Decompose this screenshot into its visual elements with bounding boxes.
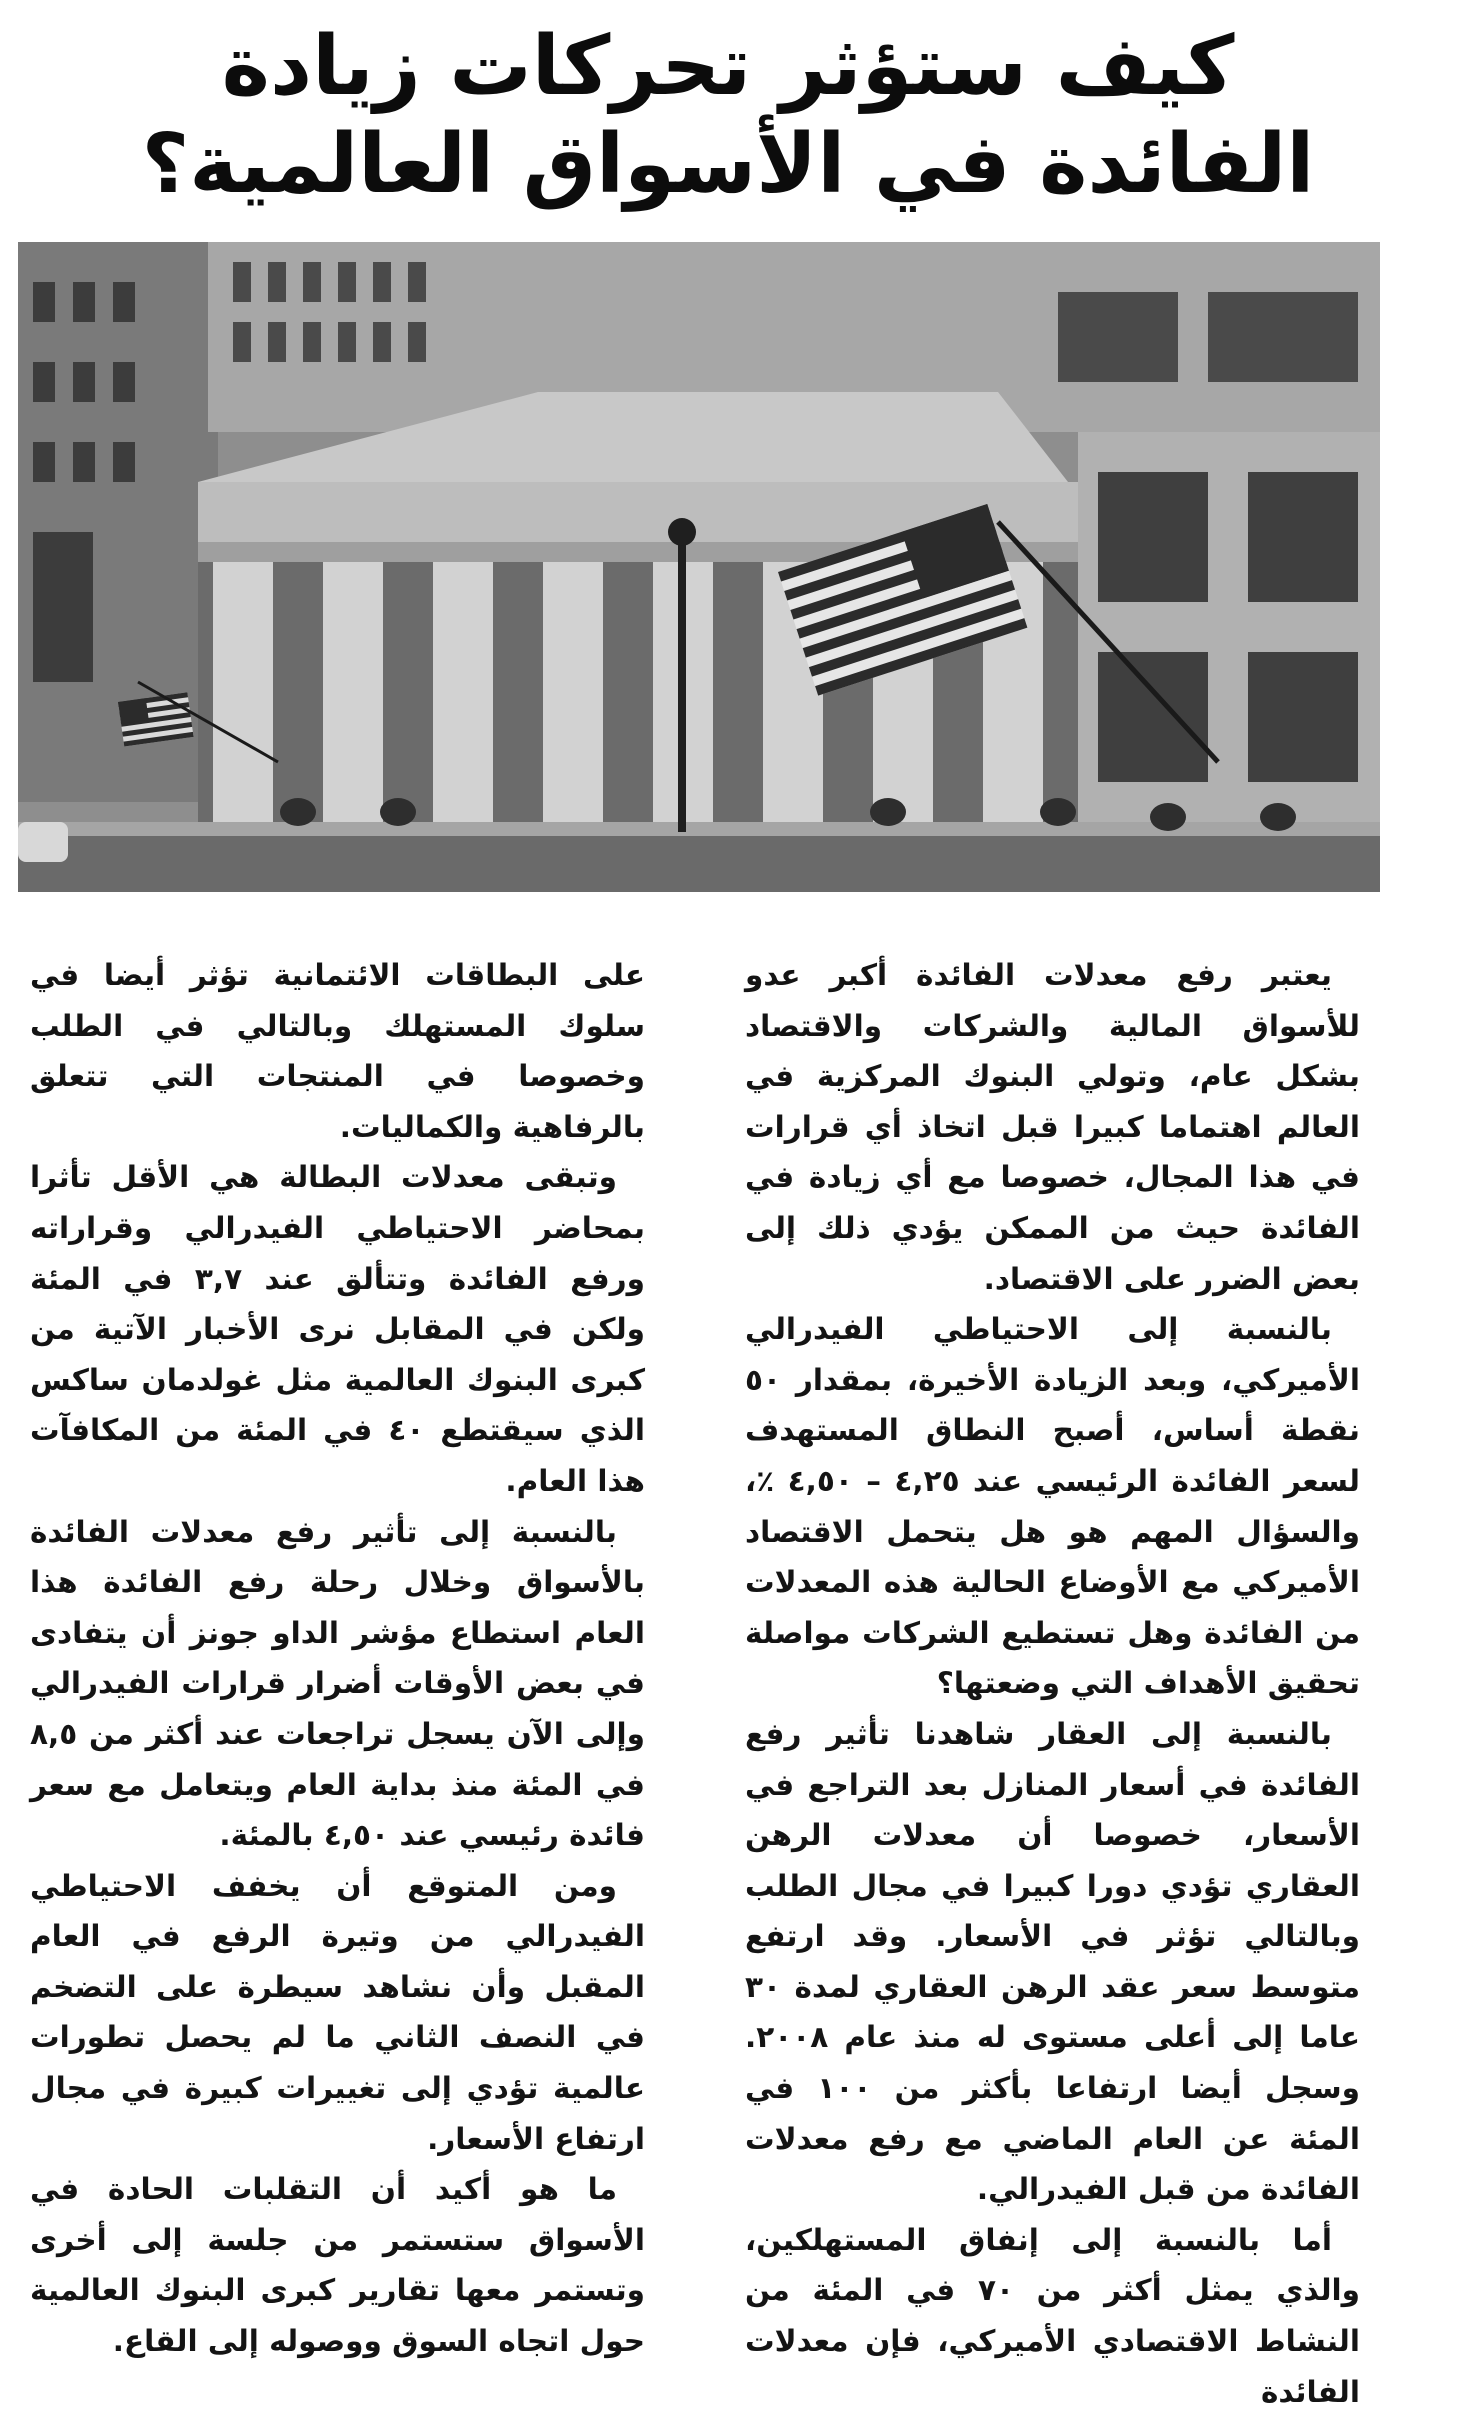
paragraph: بالنسبة إلى الاحتياطي الفيدرالي الأميركي، وبعد الزيادة الأخيرة، بمقدار ٥٠ نقطة أساس، أصبح النطاق المستهدف لسعر الفائدة الرئيسي عند ٤,٢٥ – ٤,٥٠ ٪، والسؤال المهم هو هل يتحمل الاقتصاد الأميركي مع الأوضاع الحالية هذه المعدلات من الفائدة وهل تستطيع الشركات مواصلة تحقيق الأهداف التي وضعتها؟ xyxy=(745,1312,1361,1701)
paragraph: وتبقى معدلات البطالة هي الأقل تأثرا بمحاضر الاحتياطي الفيدرالي وقراراته ورفع الفائدة وتتألق عند ٣,٧ في المئة ولكن في المقابل نرى الأخبار الآتية من كبرى البنوك العالمية مثل غولدمان ساكس الذي سيقتطع ٤٠ في المئة من المكافآت هذا العام. xyxy=(30,1160,645,1498)
paragraph: بالنسبة إلى تأثير رفع معدلات الفائدة بالأسواق وخلال رحلة رفع الفائدة هذا العام استطاع مؤشر الداو جونز أن يتفادى في بعض الأوقات أضرار قرارات الفيدرالي وإلى الآن يسجل تراجعات عند أكثر من ٨,٥ في المئة منذ بداية العام ويتعامل مع سعر فائدة رئيسي عند ٤,٥٠ بالمئة. xyxy=(30,1514,645,1853)
paragraph: أما بالنسبة إلى إنفاق المستهلكين، والذي يمثل أكثر من ٧٠ في المئة من النشاط الاقتصادي الأميركي، فإن معدلات الفائدة xyxy=(745,2222,1360,2409)
article-column-left xyxy=(30,950,645,2367)
paragraph: ما هو أكيد أن التقلبات الحادة في الأسواق ستستمر من جلسة إلى أخرى وتستمر معها تقارير كبرى البنوك العالمية حول اتجاه السوق ووصوله إلى القاع. xyxy=(30,2172,645,2359)
paragraph: ومن المتوقع أن يخفف الاحتياطي الفيدرالي من وتيرة الرفع في العام المقبل وأن نشاهد سيطرة على التضخم في النصف الثاني ما لم يحصل تطورات عالمية تؤدي إلى تغييرات كبيرة في مجال ارتفاع الأسعار. xyxy=(30,1868,645,2156)
headline-line-2: الفائدة في الأسواق العالمية؟ xyxy=(141,117,1315,212)
article-photo xyxy=(18,242,1380,892)
article-headline xyxy=(20,18,1436,218)
paragraph: بالنسبة إلى العقار شاهدنا تأثير رفع الفائدة في أسعار المنازل بعد التراجع في الأسعار، خصوصا أن معدلات الرهن العقاري تؤدي دورا كبيرا في مجال الطلب وبالتالي تؤثر في الأسعار. وقد ارتفع متوسط سعر عقد الرهن العقاري لمدة ٣٠ عاما إلى أعلى مستوى له منذ عام ٢٠٠٨. وسجل أيضا ارتفاعا بأكثر من ١٠٠ في المئة عن العام الماضي مع رفع معدلات الفائدة من قبل الفيدرالي. xyxy=(745,1716,1360,2207)
article-column-right xyxy=(745,950,1360,2417)
headline-line-1: كيف ستؤثر تحركات زيادة xyxy=(221,19,1235,114)
paragraph: على البطاقات الائتمانية تؤثر أيضا في سلوك المستهلك وبالتالي في الطلب وخصوصا في المنتجات التي تتعلق بالرفاهية والكماليات. xyxy=(30,958,645,1144)
paragraph: يعتبر رفع معدلات الفائدة أكبر عدو للأسواق المالية والشركات والاقتصاد بشكل عام، وتولي البنوك المركزية في العالم اهتماما كبيرا قبل اتخاذ أي قرارات في هذا المجال، خصوصا مع أي زيادة في الفائدة حيث من الممكن يؤدي ذلك إلى بعض الضرر على الاقتصاد. xyxy=(745,958,1360,1296)
